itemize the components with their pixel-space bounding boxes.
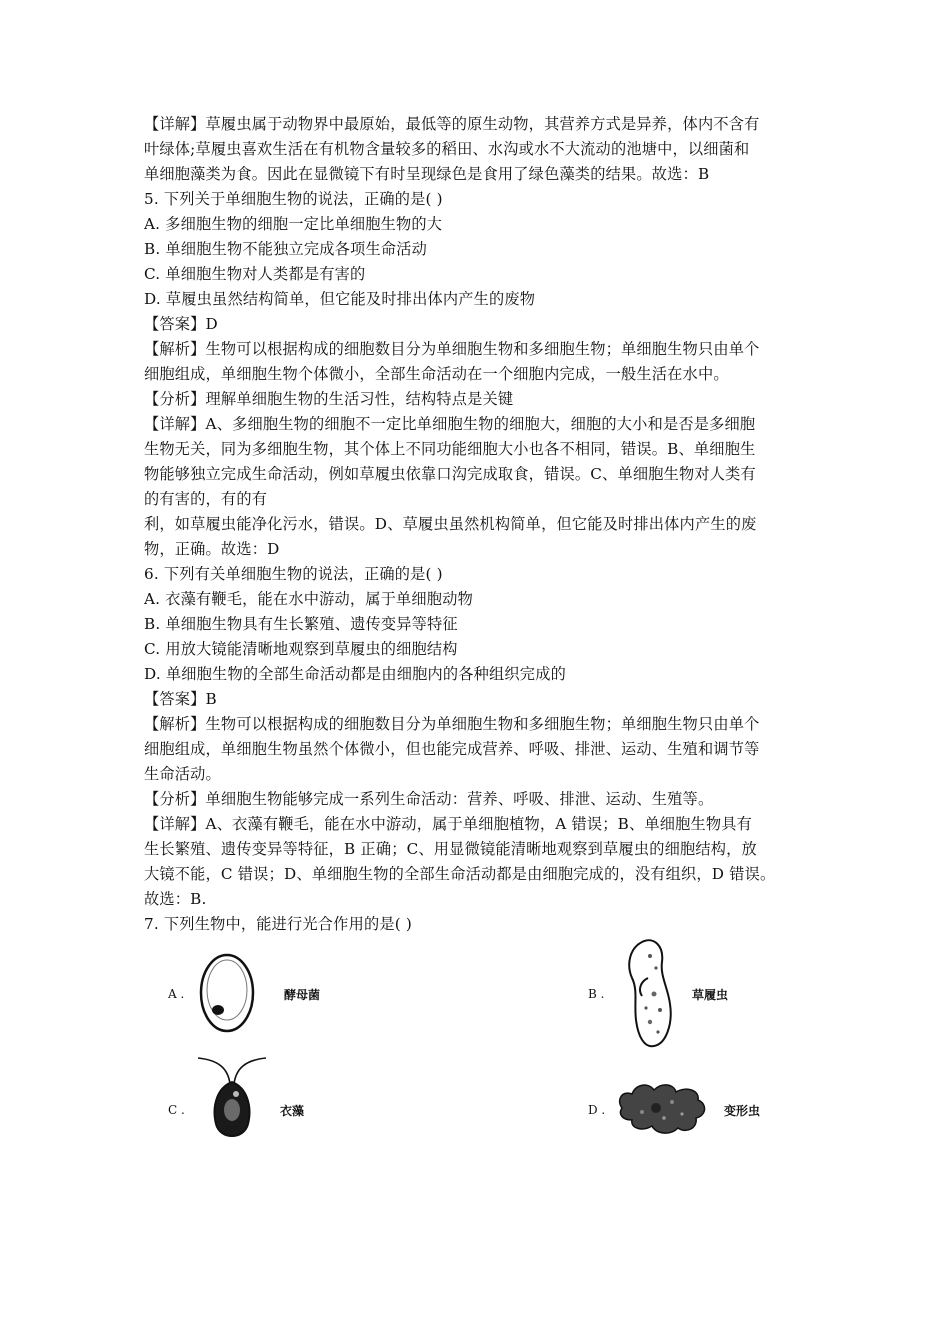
text-line: 单细胞藻类为食。因此在显微镜下有时呈现绿色是食用了绿色藻类的结果。故选：B bbox=[144, 165, 710, 183]
option-label: A . bbox=[168, 987, 185, 1001]
question-5-option-c: C. 单细胞生物对人类都是有害的 bbox=[144, 265, 366, 283]
text-line: 生物无关，同为多细胞生物，其个体上不同功能细胞大小也各不相同，错误。B、单细胞生 bbox=[144, 440, 756, 458]
option-label: B . bbox=[588, 987, 605, 1001]
question-5-option-b: B. 单细胞生物不能独立完成各项生命活动 bbox=[144, 240, 428, 258]
figure-option-c bbox=[144, 1058, 444, 1168]
figure-option-a bbox=[144, 940, 444, 1050]
figure-caption: 酵母菌 bbox=[284, 988, 321, 1002]
question-6-option-a: A. 衣藻有鞭毛，能在水中游动，属于单细胞动物 bbox=[144, 590, 473, 608]
question-6-option-d: D. 单细胞生物的全部生命活动都是由细胞内的各种组织完成的 bbox=[144, 665, 566, 683]
text-line: 【解析】生物可以根据构成的细胞数目分为单细胞生物和多细胞生物；单细胞生物只由单个 bbox=[144, 715, 760, 733]
question-7-stem: 7. 下列生物中，能进行光合作用的是( ) bbox=[144, 915, 413, 933]
figure-option-d bbox=[564, 1058, 804, 1168]
text-line: 的有害的，有的有 bbox=[144, 490, 268, 508]
figure-caption: 变形虫 bbox=[724, 1104, 761, 1118]
text-line: 【详解】A、衣藻有鞭毛，能在水中游动，属于单细胞植物，A 错误；B、单细胞生物具有 bbox=[144, 815, 753, 833]
text-line: 叶绿体;草履虫喜欢生活在有机物含量较多的稻田、水沟或水不大流动的池塘中，以细菌和 bbox=[144, 140, 750, 158]
question-6-answer: 【答案】B bbox=[144, 690, 217, 708]
question-7-figures bbox=[144, 940, 810, 1170]
text-line: 故选：B. bbox=[144, 890, 207, 908]
text-line: 【详解】A、多细胞生物的细胞不一定比单细胞生物的细胞大，细胞的大小和是否是多细胞 bbox=[144, 415, 756, 433]
text-line: 利，如草履虫能净化污水，错误。D、草履虫虽然机构简单，但它能及时排出体内产生的废 bbox=[144, 515, 757, 533]
yeast-cell-icon bbox=[192, 948, 262, 1038]
amoeba-icon bbox=[612, 1078, 712, 1138]
chlamydomonas-icon bbox=[192, 1048, 272, 1148]
text-line: 【分析】单细胞生物能够完成一系列生命活动：营养、呼吸、排泄、运动、生殖等。 bbox=[144, 790, 714, 808]
text-line: 【分析】理解单细胞生物的生活习性，结构特点是关键 bbox=[144, 390, 514, 408]
figure-option-b bbox=[564, 940, 804, 1050]
text-line: 生长繁殖、遗传变异等特征，B 正确；C、用显微镜能清晰地观察到草履虫的细胞结构，放 bbox=[144, 840, 757, 858]
question-6-stem: 6. 下列有关单细胞生物的说法，正确的是( ) bbox=[144, 565, 443, 583]
text-line: 物，正确。故选：D bbox=[144, 540, 280, 558]
question-6-option-c: C. 用放大镜能清晰地观察到草履虫的细胞结构 bbox=[144, 640, 458, 658]
question-5-option-a: A. 多细胞生物的细胞一定比单细胞生物的大 bbox=[144, 215, 443, 233]
figure-caption: 衣藻 bbox=[280, 1104, 305, 1118]
question-5-option-d: D. 草履虫虽然结构简单，但它能及时排出体内产生的废物 bbox=[144, 290, 536, 308]
text-line: 【详解】草履虫属于动物界中最原始，最低等的原生动物，其营养方式是异养，体内不含有 bbox=[144, 115, 760, 133]
question-6-option-b: B. 单细胞生物具有生长繁殖、遗传变异等特征 bbox=[144, 615, 458, 633]
question-5-answer: 【答案】D bbox=[144, 315, 218, 333]
paramecium-icon bbox=[620, 938, 680, 1050]
text-line: 物能够独立完成生命活动，例如草履虫依靠口沟完成取食，错误。C、单细胞生物对人类有 bbox=[144, 465, 756, 483]
text-line: 【解析】生物可以根据构成的细胞数目分为单细胞生物和多细胞生物；单细胞生物只由单个 bbox=[144, 340, 760, 358]
text-line: 细胞组成，单细胞生物个体微小，全部生命活动在一个细胞内完成，一般生活在水中。 bbox=[144, 365, 729, 383]
option-label: D . bbox=[588, 1103, 606, 1117]
text-line: 生命活动。 bbox=[144, 765, 221, 783]
figure-caption: 草履虫 bbox=[692, 988, 729, 1002]
text-line: 细胞组成，单细胞生物虽然个体微小，但也能完成营养、呼吸、排泄、运动、生殖和调节等 bbox=[144, 740, 760, 758]
option-label: C . bbox=[168, 1103, 185, 1117]
question-5-stem: 5. 下列关于单细胞生物的说法，正确的是( ) bbox=[144, 190, 443, 208]
text-line: 大镜不能，C 错误；D、单细胞生物的全部生命活动都是由细胞完成的，没有组织，D 错误。 bbox=[144, 865, 776, 883]
document-body bbox=[144, 112, 810, 937]
